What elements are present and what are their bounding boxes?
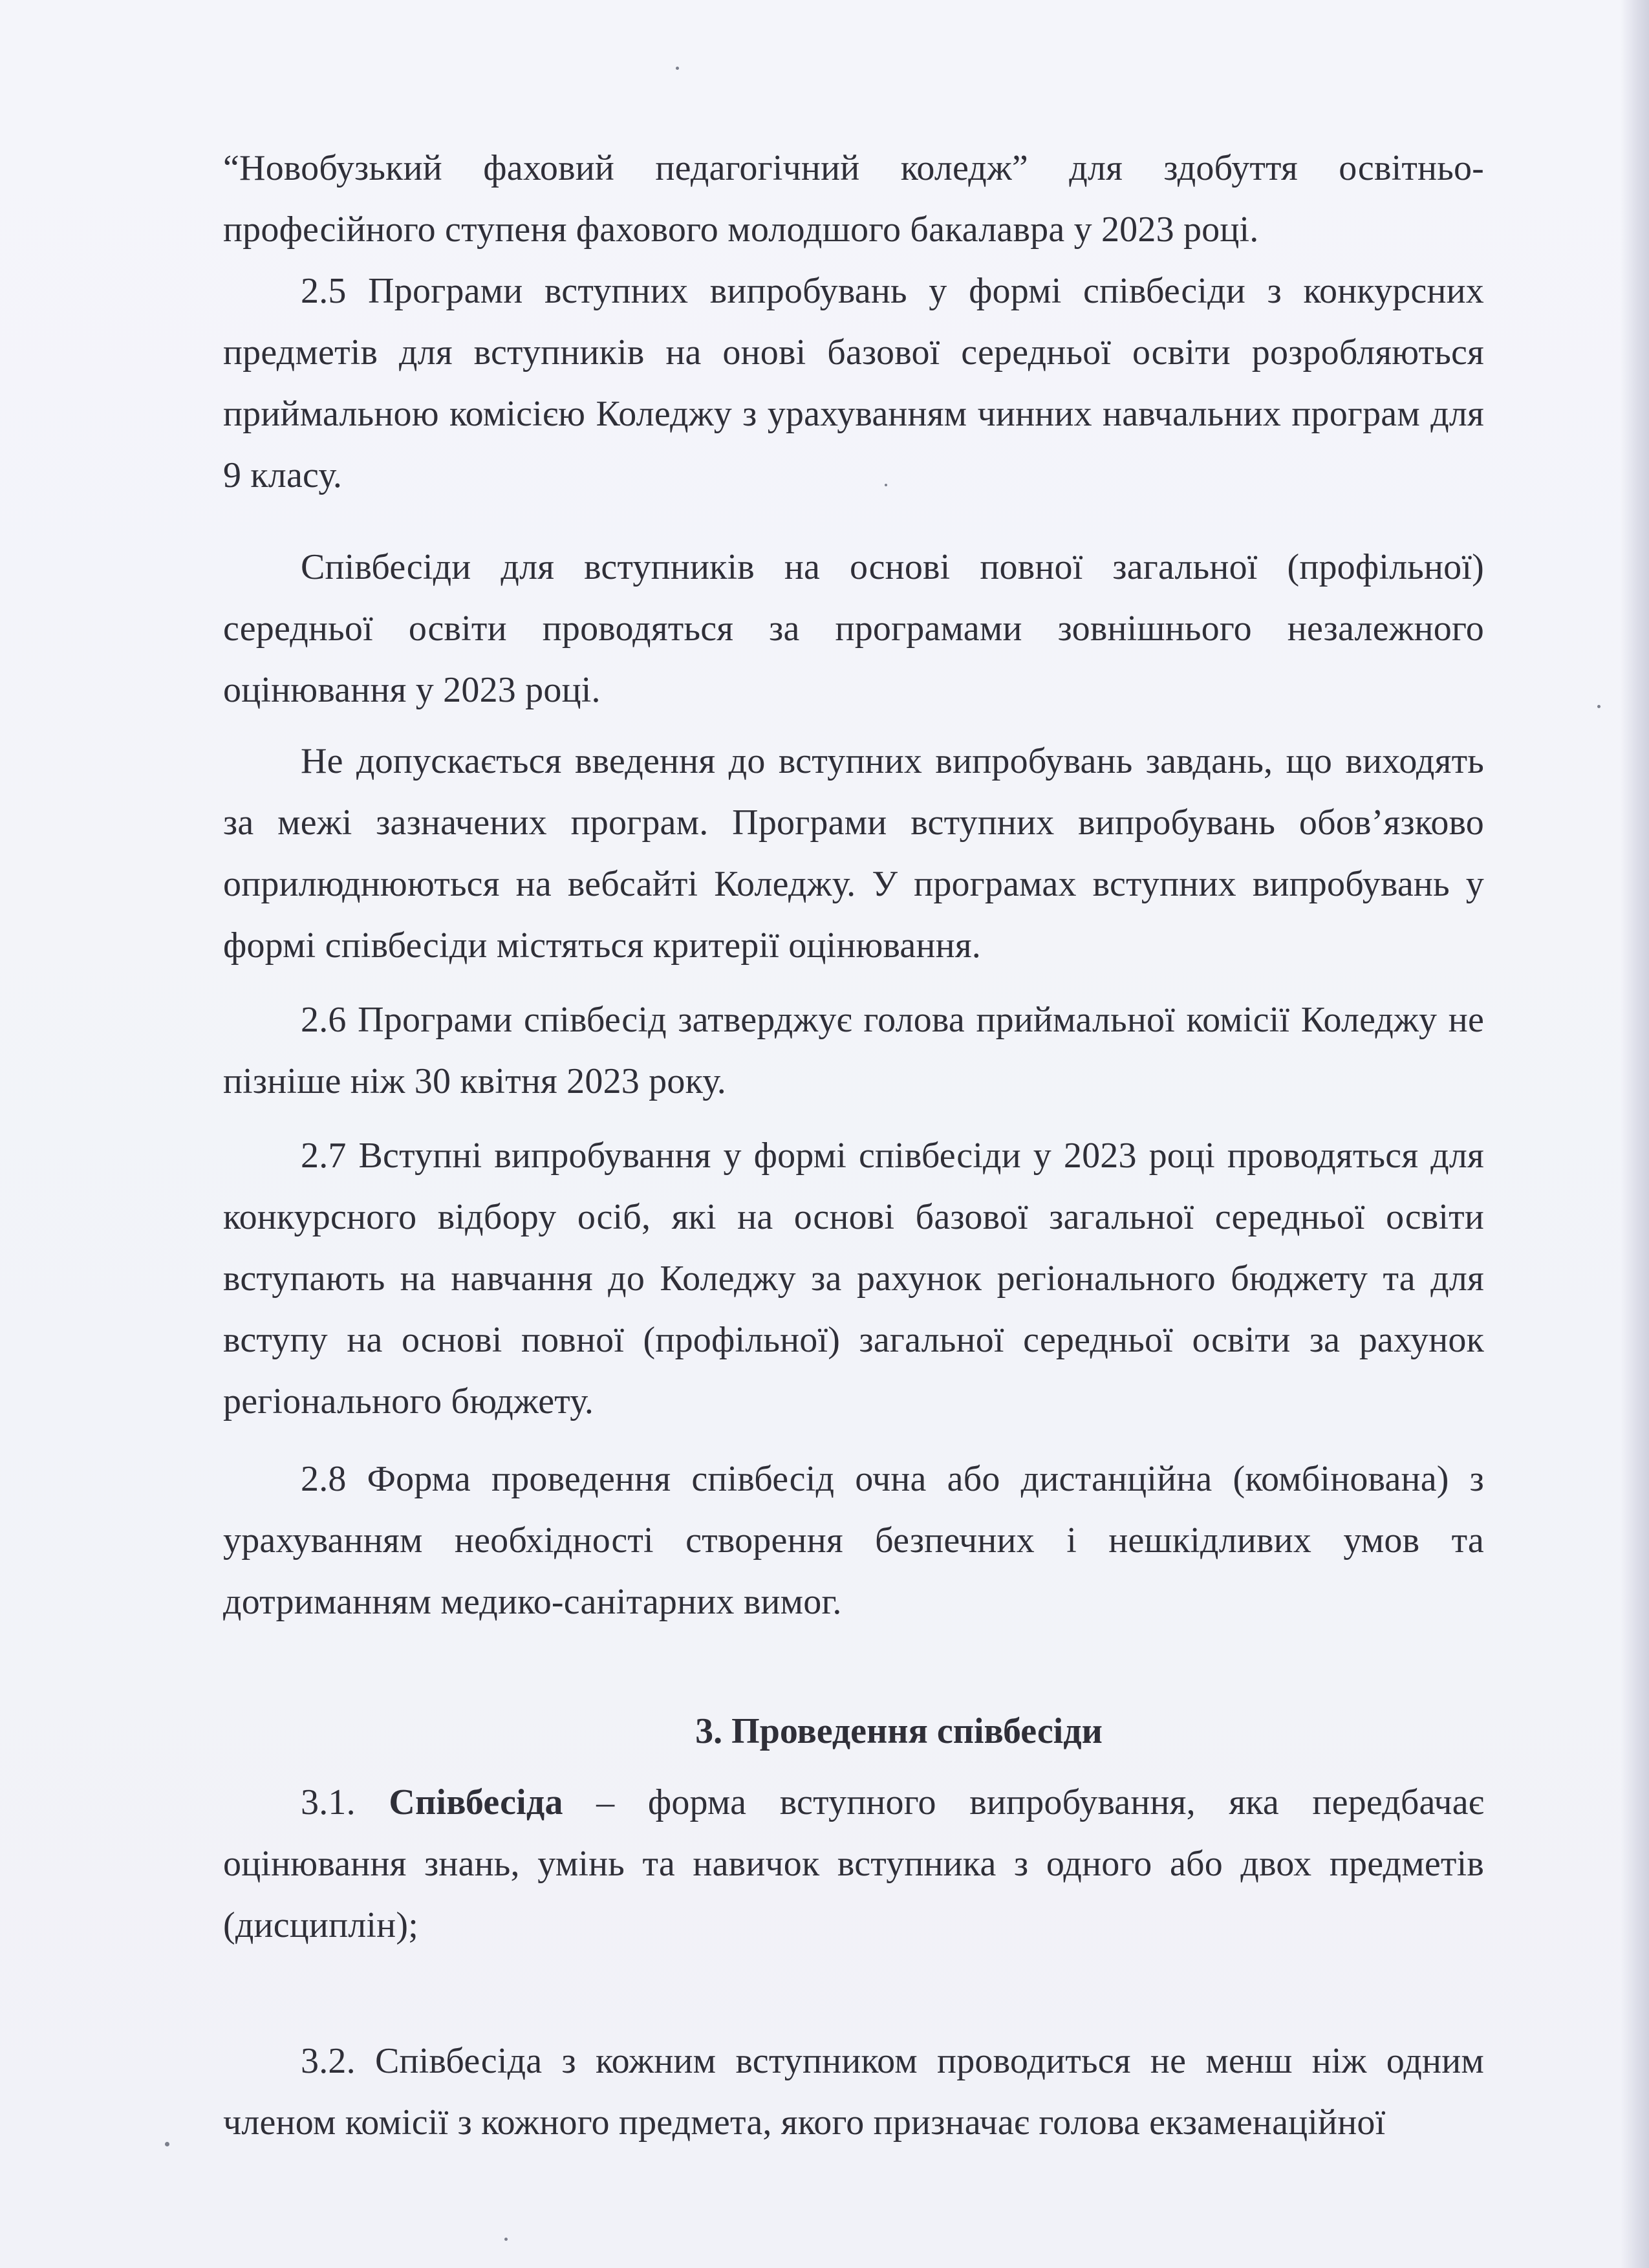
paragraph-3-1-rest: – форма вступного випробування, яка передбачає оцінювання знань, умінь та навичок вступника з одного або двох предметів (дисциплін); [223, 1782, 1484, 1945]
paragraph-interviews-full-secondary-text: Співбесіди для вступників на основі повної загальної (профільної) середньої освіти проводяться за програмами зовнішнього незалежного оцінювання у 2023 році. [223, 547, 1484, 710]
section-heading: 3. Проведення співбесіди [695, 1711, 1103, 1751]
paragraph-2-8-text: 2.8 Форма проведення співбесід очна або дистанційна (комбінована) з урахуванням необхідності створення безпечних і нешкідливих умов та дотриманням медико-санітарних вимог. [223, 1459, 1484, 1622]
scan-speck [504, 2238, 508, 2241]
paragraph-3-1-text [223, 1772, 1484, 1956]
paragraph-3-2-text: 3.2. Співбесіда з кожним вступником проводиться не менш ніж одним членом комісії з кожного предмета, якого призначає голова екзаменаційної [223, 2041, 1484, 2143]
paragraph-2-8 [223, 1449, 1484, 1633]
scan-speck [165, 2142, 169, 2146]
paragraph-3-1 [223, 1772, 1484, 1956]
paragraph-continuation-line-2: професійного ступеня фахового молодшого бакалавра у 2023 році. [223, 210, 1259, 250]
page-edge-shadow [1621, 0, 1649, 2268]
paragraph-not-allowed-text: Не допускається введення до вступних випробувань завдань, що виходять за межі зазначених програм. Програми вступних випробувань обов’язково оприлюднюються на вебсайті Коледжу. У програмах вступних випробувань у формі співбесіди містяться критерії оцінювання. [223, 741, 1484, 966]
scan-speck [676, 67, 679, 70]
paragraph-2-7-text: 2.7 Вступні випробування у формі співбесіди у 2023 році проводяться для конкурсного відбору осіб, які на основі базової загальної середньої освіти вступають на навчання до Коледжу за рахунок регіонального бюджету та для вступу на основі повної (профільної) загальної середньої освіти за рахунок регіонального бюджету. [223, 1136, 1484, 1421]
scan-speck [885, 484, 887, 486]
scan-speck [1597, 705, 1600, 708]
paragraph-2-6 [223, 989, 1484, 1112]
paragraph-continuation [223, 138, 1484, 261]
paragraph-2-6-text: 2.6 Програми співбесід затверджує голова приймальної комісії Коледжу не пізніше ніж 30 квітня 2023 року. [223, 1000, 1484, 1101]
paragraph-2-5 [223, 261, 1484, 506]
paragraph-3-1-number: 3.1. [301, 1782, 356, 1822]
paragraph-2-5-text: 2.5 Програми вступних випробувань у формі співбесіди з конкурсних предметів для вступників на онові базової середньої освіти розробляються приймальною комісією Коледжу з урахуванням чинних навчальних програм для 9 класу. [223, 271, 1484, 495]
paragraph-3-2 [223, 2031, 1484, 2154]
paragraph-3-1-term: Співбесіда [389, 1782, 563, 1822]
paragraph-not-allowed [223, 731, 1484, 977]
paragraph-interviews-full-secondary [223, 537, 1484, 721]
paragraph-2-7 [223, 1125, 1484, 1432]
paragraph-continuation-line-1: “Новобузький фаховий педагогічний коледж” для здобуття освітньо- [223, 148, 1484, 188]
